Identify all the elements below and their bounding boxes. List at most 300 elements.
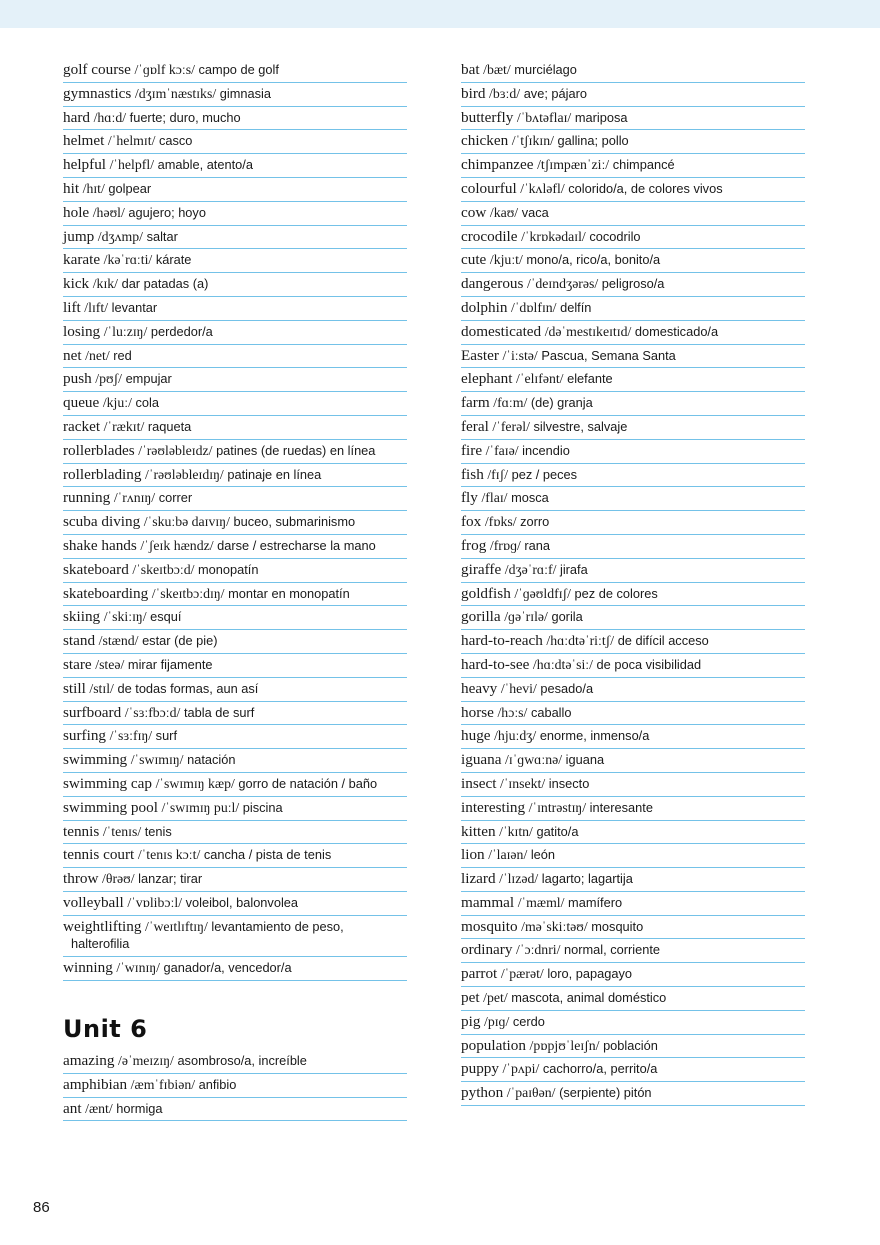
headword: mammal bbox=[461, 893, 515, 911]
translation: tabla de surf bbox=[183, 704, 255, 720]
headword: kick bbox=[63, 275, 90, 293]
pronunciation: /hjuːdʒ/ bbox=[494, 728, 537, 744]
vocab-entry bbox=[63, 321, 407, 345]
vocab-entry bbox=[461, 821, 805, 845]
pronunciation: /əˈmeɪzɪŋ/ bbox=[118, 1053, 174, 1069]
translation: surf bbox=[155, 728, 178, 744]
translation: monopatín bbox=[198, 561, 259, 577]
pronunciation: /ˈskiːɪŋ/ bbox=[103, 609, 147, 625]
vocab-entry bbox=[461, 606, 805, 630]
headword: hole bbox=[63, 203, 90, 221]
translation: voleibol, balonvolea bbox=[185, 894, 299, 910]
headword: swimming cap bbox=[63, 774, 153, 792]
headword: dangerous bbox=[461, 275, 524, 293]
headword: goldfish bbox=[461, 584, 511, 602]
pronunciation: /ˈfaɪə/ bbox=[485, 442, 519, 458]
vocab-entry bbox=[461, 963, 805, 987]
headword: swimming bbox=[63, 751, 128, 769]
vocab-entry bbox=[461, 178, 805, 202]
headword: lizard bbox=[461, 870, 496, 888]
translation: gorro de natación / baño bbox=[238, 775, 378, 791]
translation: mirar fijamente bbox=[127, 656, 213, 672]
translation: ganador/a, vencedor/a bbox=[163, 960, 292, 976]
headword: surfboard bbox=[63, 703, 122, 721]
translation: chimpancé bbox=[612, 157, 675, 173]
pronunciation: /ˈswɪmɪŋ puːl/ bbox=[161, 799, 240, 815]
translation: natación bbox=[187, 752, 236, 768]
headword: pig bbox=[461, 1012, 481, 1030]
headword: parrot bbox=[461, 965, 498, 983]
translation: patines (de ruedas) en línea bbox=[216, 442, 376, 458]
translation: raqueta bbox=[147, 418, 192, 434]
pronunciation: /ˈmæml/ bbox=[517, 894, 565, 910]
pronunciation: /pɒpjʊˈleɪʃn/ bbox=[529, 1037, 600, 1053]
headword: hard bbox=[63, 108, 90, 126]
vocab-entry bbox=[461, 916, 805, 940]
pronunciation: /ˈrʌnɪŋ/ bbox=[113, 490, 156, 506]
vocab-entry bbox=[63, 916, 407, 958]
headword: frog bbox=[461, 536, 487, 554]
headword: scuba diving bbox=[63, 513, 141, 531]
pronunciation: /ˈtenɪs kɔːt/ bbox=[137, 847, 201, 863]
headword: weightlifting bbox=[63, 917, 142, 935]
headword: skateboard bbox=[63, 560, 129, 578]
vocab-entry bbox=[63, 1098, 407, 1122]
pronunciation: /ˈswɪmɪŋ kæp/ bbox=[155, 775, 235, 791]
headword: hard-to-see bbox=[461, 655, 530, 673]
headword: interesting bbox=[461, 798, 526, 816]
headword: giraffe bbox=[461, 560, 502, 578]
translation: cerdo bbox=[512, 1013, 545, 1029]
translation: de difícil acceso bbox=[617, 633, 709, 649]
pronunciation: /tʃɪmpænˈziː/ bbox=[537, 157, 610, 173]
pronunciation: /ˈferəl/ bbox=[492, 418, 530, 434]
vocab-entry bbox=[63, 178, 407, 202]
headword: kitten bbox=[461, 822, 496, 840]
translation: mamífero bbox=[568, 894, 623, 910]
headword: running bbox=[63, 489, 111, 507]
headword: shake hands bbox=[63, 536, 137, 554]
headword: push bbox=[63, 370, 92, 388]
headword: pet bbox=[461, 989, 480, 1007]
pronunciation: /ˈswɪmɪŋ/ bbox=[130, 752, 184, 768]
vocab-entry bbox=[461, 1058, 805, 1082]
headword: helpful bbox=[63, 156, 107, 174]
pronunciation: /ˈhelpfl/ bbox=[109, 157, 155, 173]
page-number: 86 bbox=[33, 1199, 50, 1216]
vocab-entry bbox=[63, 821, 407, 845]
headword: hit bbox=[63, 179, 80, 197]
vocab-entry bbox=[461, 345, 805, 369]
vocab-entry bbox=[63, 725, 407, 749]
translation: mosquito bbox=[591, 918, 644, 934]
headword: helmet bbox=[63, 132, 105, 150]
vocab-entry bbox=[63, 297, 407, 321]
pronunciation: /ˈkɪtn/ bbox=[499, 823, 533, 839]
headword: losing bbox=[63, 322, 101, 340]
vocab-entry bbox=[63, 702, 407, 726]
headword: crocodile bbox=[461, 227, 518, 245]
pronunciation: /hɑːdtəˈriːtʃ/ bbox=[546, 633, 615, 649]
translation: saltar bbox=[146, 228, 178, 244]
vocab-entry bbox=[461, 1011, 805, 1035]
vocab-entry bbox=[461, 654, 805, 678]
pronunciation: /ˈrəʊləbleɪdz/ bbox=[138, 442, 213, 458]
headword: stand bbox=[63, 632, 96, 650]
vocab-entry bbox=[461, 226, 805, 250]
vocab-entry bbox=[63, 957, 407, 981]
vocab-entry bbox=[461, 535, 805, 559]
vocab-entry bbox=[63, 583, 407, 607]
translation: asombroso/a, increíble bbox=[177, 1053, 307, 1069]
headword: feral bbox=[461, 417, 489, 435]
headword: domesticated bbox=[461, 322, 542, 340]
translation: elefante bbox=[567, 371, 613, 387]
vocab-entry bbox=[63, 273, 407, 297]
headword: hard-to-reach bbox=[461, 632, 543, 650]
entry-list-right bbox=[461, 59, 805, 1106]
vocab-entry bbox=[461, 249, 805, 273]
translation: perdedor/a bbox=[150, 323, 213, 339]
pronunciation: /ˈhelmɪt/ bbox=[107, 133, 156, 149]
headword: chimpanzee bbox=[461, 156, 534, 174]
vocab-entry bbox=[461, 678, 805, 702]
translation: jirafa bbox=[559, 561, 588, 577]
vocab-entry bbox=[63, 487, 407, 511]
vocab-entry bbox=[63, 345, 407, 369]
headword: fire bbox=[461, 441, 483, 459]
translation-continued: halterofilia bbox=[71, 936, 130, 952]
translation: pesado/a bbox=[540, 680, 594, 696]
headword: rollerblading bbox=[63, 465, 142, 483]
vocab-entry bbox=[461, 487, 805, 511]
vocab-entry bbox=[461, 630, 805, 654]
pronunciation: /kjuː/ bbox=[102, 395, 132, 411]
pronunciation: /ˈiːstə/ bbox=[502, 347, 538, 363]
headword: stare bbox=[63, 655, 92, 673]
pronunciation: /ɪˈɡwɑːnə/ bbox=[505, 752, 563, 768]
headword: dolphin bbox=[461, 298, 508, 316]
vocab-entry bbox=[461, 749, 805, 773]
vocab-entry bbox=[461, 1035, 805, 1059]
translation: caballo bbox=[530, 704, 572, 720]
headword: ordinary bbox=[461, 941, 513, 959]
headword: winning bbox=[63, 959, 113, 977]
vocab-entry bbox=[63, 559, 407, 583]
pronunciation: /hɑːd/ bbox=[93, 109, 127, 125]
pronunciation: /θrəʊ/ bbox=[102, 871, 135, 887]
translation: gimnasia bbox=[219, 85, 271, 101]
pronunciation: /həʊl/ bbox=[92, 204, 125, 220]
vocab-entry bbox=[63, 868, 407, 892]
vocab-entry bbox=[63, 749, 407, 773]
pronunciation: /ˈpærət/ bbox=[500, 966, 544, 982]
pronunciation: /ɡəˈrɪlə/ bbox=[504, 609, 548, 625]
pronunciation: /ˈɡɒlf kɔːs/ bbox=[134, 62, 195, 77]
vocab-entry bbox=[63, 416, 407, 440]
translation: cachorro/a, perrito/a bbox=[542, 1061, 658, 1077]
headword: ant bbox=[63, 1099, 82, 1117]
vocab-entry bbox=[63, 59, 407, 83]
pronunciation: /dʒəˈrɑːf/ bbox=[504, 561, 557, 577]
headword: python bbox=[461, 1084, 504, 1102]
translation: de poca visibilidad bbox=[596, 656, 702, 672]
headword: tennis bbox=[63, 822, 100, 840]
pronunciation: /ˈhevi/ bbox=[500, 680, 537, 696]
translation: tenis bbox=[144, 823, 172, 839]
translation: levantar bbox=[111, 299, 158, 315]
translation: patinaje en línea bbox=[227, 466, 322, 482]
translation: dar patadas (a) bbox=[121, 276, 209, 292]
vocab-entry bbox=[63, 678, 407, 702]
translation: darse / estrecharse la mano bbox=[217, 537, 376, 553]
translation: pez / peces bbox=[511, 466, 578, 482]
pronunciation: /ˈluːzɪŋ/ bbox=[103, 323, 148, 339]
pronunciation: /ˈskeɪtbɔːd/ bbox=[132, 561, 195, 577]
pronunciation: /ænt/ bbox=[85, 1100, 113, 1116]
vocab-entry bbox=[461, 868, 805, 892]
headword: puppy bbox=[461, 1060, 499, 1078]
headword: amazing bbox=[63, 1052, 115, 1070]
pronunciation: /ˈɡəʊldfɪʃ/ bbox=[514, 585, 571, 601]
translation: (de) granja bbox=[530, 395, 593, 411]
headword: net bbox=[63, 346, 82, 364]
translation: vaca bbox=[521, 204, 549, 220]
headword: still bbox=[63, 679, 86, 697]
translation: agujero; hoyo bbox=[128, 204, 206, 220]
pronunciation: /stɪl/ bbox=[89, 680, 114, 696]
pronunciation: /kaʊ/ bbox=[489, 204, 519, 220]
vocab-entry bbox=[63, 130, 407, 154]
pronunciation: /ˈpaɪθən/ bbox=[506, 1085, 556, 1101]
translation: cancha / pista de tenis bbox=[203, 847, 332, 863]
translation: normal, corriente bbox=[564, 942, 661, 958]
vocab-entry bbox=[63, 154, 407, 178]
pronunciation: /pʊʃ/ bbox=[95, 371, 122, 387]
translation: buceo, submarinismo bbox=[233, 514, 356, 530]
vocab-entry bbox=[461, 892, 805, 916]
vocab-entry bbox=[461, 416, 805, 440]
translation: interesante bbox=[589, 799, 653, 815]
headword: mosquito bbox=[461, 917, 518, 935]
translation: cola bbox=[135, 395, 160, 411]
translation: casco bbox=[158, 133, 193, 149]
headword: amphibian bbox=[63, 1075, 128, 1093]
vocab-entry bbox=[63, 226, 407, 250]
translation: colorido/a, de colores vivos bbox=[568, 180, 723, 196]
translation: rana bbox=[524, 537, 551, 553]
vocab-entry bbox=[461, 797, 805, 821]
headword: lift bbox=[63, 298, 81, 316]
pronunciation: /fɑːm/ bbox=[493, 395, 528, 411]
translation: iguana bbox=[565, 752, 605, 768]
pronunciation: /fɪʃ/ bbox=[487, 466, 509, 482]
headword: butterfly bbox=[461, 108, 514, 126]
pronunciation: /dʒʌmp/ bbox=[97, 228, 144, 244]
headword: iguana bbox=[461, 751, 502, 769]
translation: (serpiente) pitón bbox=[559, 1085, 652, 1101]
pronunciation: /ˈdeɪndʒərəs/ bbox=[526, 276, 599, 292]
pronunciation: /ˈdɒlfɪn/ bbox=[510, 299, 557, 315]
pronunciation: /hɪt/ bbox=[82, 180, 105, 196]
pronunciation: /æmˈfɪbiən/ bbox=[130, 1076, 196, 1092]
headword: bat bbox=[461, 61, 480, 78]
unit-heading: Unit 6 bbox=[63, 1015, 148, 1044]
pronunciation: /ˈwɪnɪŋ/ bbox=[116, 960, 160, 976]
vocab-entry bbox=[63, 797, 407, 821]
translation: enorme, inmenso/a bbox=[539, 728, 650, 744]
translation: gorila bbox=[551, 609, 583, 625]
translation: delfín bbox=[560, 299, 592, 315]
vocab-entry bbox=[63, 202, 407, 226]
pronunciation: /ˈweɪtlɪftɪŋ/ bbox=[145, 918, 208, 934]
pronunciation: /dʒɪmˈnæstɪks/ bbox=[134, 85, 217, 101]
translation: estar (de pie) bbox=[142, 633, 218, 649]
translation: cocodrilo bbox=[589, 228, 641, 244]
vocab-entry bbox=[63, 440, 407, 464]
pronunciation: /steə/ bbox=[95, 656, 125, 672]
headword: lion bbox=[461, 846, 485, 864]
pronunciation: /hɔːs/ bbox=[497, 704, 528, 720]
vocab-entry bbox=[63, 1074, 407, 1098]
translation: gatito/a bbox=[536, 823, 579, 839]
entry-list-left bbox=[63, 59, 407, 981]
vocab-entry bbox=[63, 249, 407, 273]
translation: piscina bbox=[242, 799, 283, 815]
pronunciation: /kjuːt/ bbox=[489, 252, 523, 268]
vocab-entry bbox=[461, 368, 805, 392]
headword: throw bbox=[63, 870, 99, 888]
vocab-entry bbox=[63, 1050, 407, 1074]
vocab-entry bbox=[63, 511, 407, 535]
translation: de todas formas, aun así bbox=[117, 680, 259, 696]
vocab-entry bbox=[461, 773, 805, 797]
pronunciation: /ˈtenɪs/ bbox=[102, 823, 142, 839]
vocab-entry bbox=[63, 654, 407, 678]
entry-list-unit bbox=[63, 1050, 407, 1121]
translation: amable, atento/a bbox=[157, 157, 253, 173]
headword: cow bbox=[461, 203, 487, 221]
pronunciation: /bæt/ bbox=[483, 62, 511, 77]
pronunciation: /ˈskeɪtbɔːdɪŋ/ bbox=[151, 585, 225, 601]
headword: chicken bbox=[461, 132, 509, 150]
headword: rollerblades bbox=[63, 441, 135, 459]
vocab-entry bbox=[63, 83, 407, 107]
vocab-entry bbox=[461, 464, 805, 488]
pronunciation: /bɜːd/ bbox=[489, 85, 521, 101]
vocab-entry bbox=[461, 154, 805, 178]
translation: silvestre, salvaje bbox=[533, 418, 628, 434]
vocab-entry bbox=[461, 844, 805, 868]
pronunciation: /hɑːdtəˈsiː/ bbox=[532, 656, 593, 672]
vocab-entry bbox=[461, 987, 805, 1011]
translation: mariposa bbox=[574, 109, 628, 125]
vocab-entry bbox=[63, 606, 407, 630]
pronunciation: /lɪft/ bbox=[84, 299, 109, 315]
vocab-entry bbox=[63, 844, 407, 868]
vocab-entry bbox=[461, 107, 805, 131]
translation: levantamiento de peso, bbox=[211, 918, 344, 934]
vocab-entry bbox=[63, 392, 407, 416]
translation: loro, papagayo bbox=[547, 966, 632, 982]
vocab-entry bbox=[461, 130, 805, 154]
vocab-entry bbox=[461, 83, 805, 107]
headword: farm bbox=[461, 394, 490, 412]
translation: red bbox=[113, 347, 132, 363]
headword: surfing bbox=[63, 727, 107, 745]
translation: mosca bbox=[511, 490, 549, 506]
vocab-entry bbox=[461, 202, 805, 226]
pronunciation: /pɪɡ/ bbox=[483, 1013, 510, 1029]
headword: huge bbox=[461, 727, 491, 745]
headword: swimming pool bbox=[63, 798, 158, 816]
headword: jump bbox=[63, 227, 95, 245]
pronunciation: /ˈsɜːfɪŋ/ bbox=[109, 728, 153, 744]
vocab-entry bbox=[461, 1082, 805, 1106]
pronunciation: /ˈlɪzəd/ bbox=[499, 871, 539, 887]
translation: león bbox=[530, 847, 556, 863]
vocab-entry bbox=[63, 535, 407, 559]
headword: fox bbox=[461, 513, 482, 531]
headword: racket bbox=[63, 417, 101, 435]
vocab-entry bbox=[461, 440, 805, 464]
translation: zorro bbox=[520, 514, 550, 530]
translation: peligroso/a bbox=[601, 276, 665, 292]
headword: golf course bbox=[63, 61, 131, 78]
headword: cute bbox=[461, 251, 487, 269]
translation: pez de colores bbox=[574, 585, 658, 601]
translation: kárate bbox=[155, 252, 192, 268]
vocab-entry bbox=[63, 107, 407, 131]
pronunciation: /ˈlaɪən/ bbox=[488, 847, 528, 863]
translation: población bbox=[603, 1037, 658, 1053]
translation: anfibio bbox=[198, 1076, 237, 1092]
translation: mascota, animal doméstico bbox=[511, 990, 667, 1006]
pronunciation: /ˈrækɪt/ bbox=[103, 418, 145, 434]
headword: fish bbox=[461, 465, 484, 483]
translation: fuerte; duro, mucho bbox=[129, 109, 241, 125]
headword: skateboarding bbox=[63, 584, 149, 602]
pronunciation: /kɪk/ bbox=[92, 276, 119, 292]
pronunciation: /ˈrəʊləbleɪdɪŋ/ bbox=[145, 466, 224, 482]
headword: heavy bbox=[461, 679, 498, 697]
headword: colourful bbox=[461, 179, 517, 197]
pronunciation: /məˈskiːtəʊ/ bbox=[521, 918, 588, 934]
headword: horse bbox=[461, 703, 494, 721]
pronunciation: /ˈɪnsekt/ bbox=[500, 775, 546, 791]
pronunciation: /ˈkʌləfl/ bbox=[520, 180, 565, 196]
top-band bbox=[0, 0, 880, 28]
left-column bbox=[63, 59, 407, 1121]
translation: Pascua, Semana Santa bbox=[541, 347, 676, 363]
vocab-entry bbox=[461, 559, 805, 583]
vocab-entry bbox=[461, 702, 805, 726]
headword: elephant bbox=[461, 370, 513, 388]
headword: Easter bbox=[461, 346, 499, 364]
vocab-entry bbox=[63, 630, 407, 654]
pronunciation: /ˈʃeɪk hændz/ bbox=[140, 537, 214, 553]
headword: karate bbox=[63, 251, 101, 269]
vocab-entry bbox=[461, 511, 805, 535]
pronunciation: /ˈsɜːfbɔːd/ bbox=[124, 704, 181, 720]
translation: mono/a, rico/a, bonito/a bbox=[526, 252, 661, 268]
headword: gymnastics bbox=[63, 84, 132, 102]
vocab-entry bbox=[63, 892, 407, 916]
headword: volleyball bbox=[63, 893, 124, 911]
translation: ave; pájaro bbox=[523, 85, 588, 101]
pronunciation: /ˈelɪfənt/ bbox=[516, 371, 564, 387]
translation: montar en monopatín bbox=[228, 585, 350, 601]
